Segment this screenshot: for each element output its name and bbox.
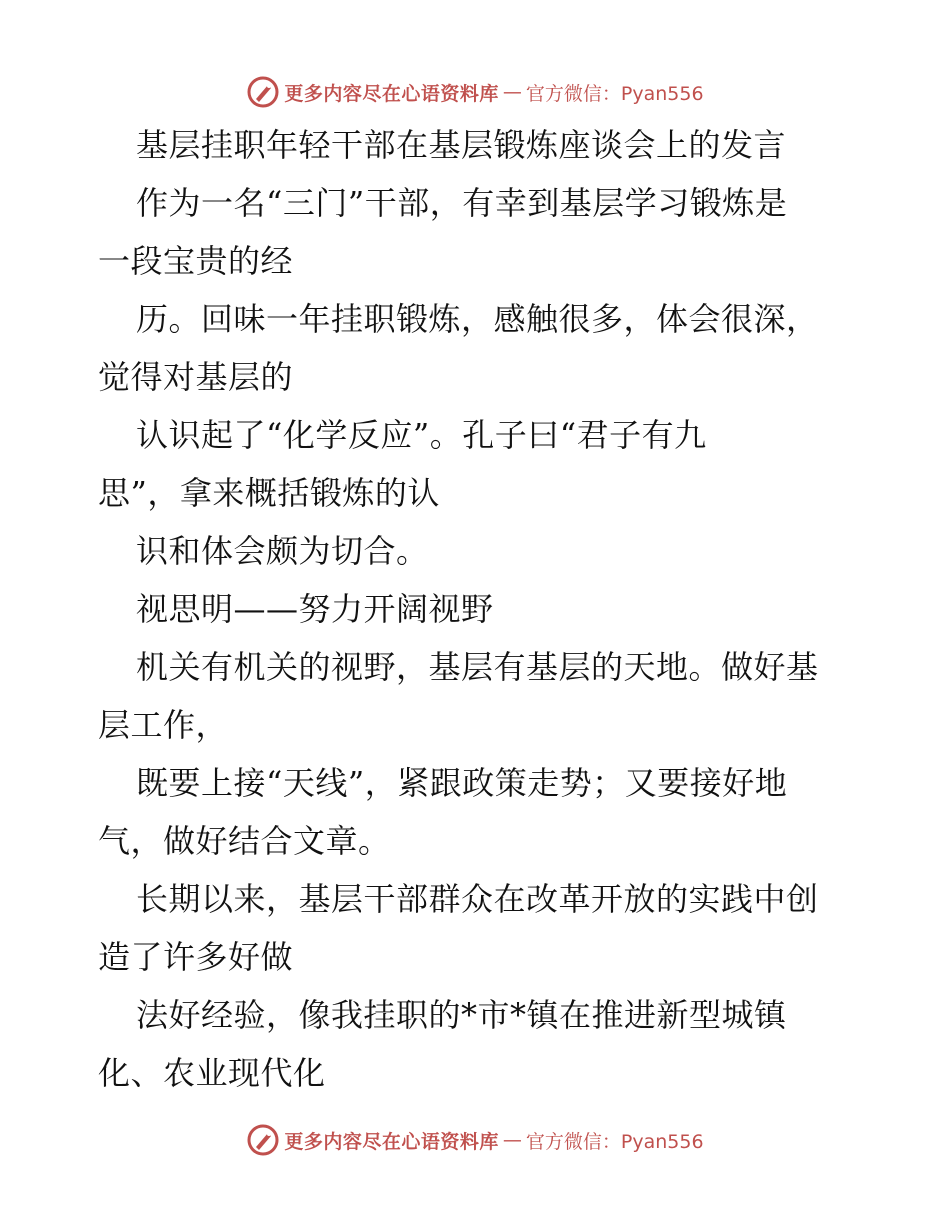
text-line: 气，做好结合文章。	[98, 822, 391, 860]
pen-nib-seal-icon	[246, 1123, 280, 1157]
pen-nib-seal-icon	[246, 75, 280, 109]
text-line: 化、农业现代化	[98, 1054, 326, 1092]
text-line: 机关有机关的视野，基层有基层的天地。做好基	[136, 648, 819, 686]
text-line: 作为一名“三门”干部，有幸到基层学习锻炼是	[136, 184, 788, 222]
document-body	[98, 116, 858, 1102]
footer-watermark-banner	[0, 1120, 950, 1160]
text-line: 长期以来，基层干部群众在改革开放的实践中创	[136, 880, 819, 918]
document-title: 基层挂职年轻干部在基层锻炼座谈会上的发言	[136, 126, 787, 164]
banner-wechat-id: 官方微信：Pyan556	[525, 1130, 704, 1153]
text-line: 既要上接“天线”，紧跟政策走势；又要接好地	[136, 764, 788, 802]
text-line: 一段宝贵的经	[98, 242, 294, 280]
text-line: 历。回味一年挂职锻炼，感触很多，体会很深，	[136, 300, 819, 338]
text-line: 法好经验，像我挂职的*市*镇在推进新型城镇	[136, 996, 787, 1034]
banner-separator: —	[502, 1129, 522, 1151]
text-line: 层工作，	[98, 706, 229, 744]
banner-wechat-id: 官方微信：Pyan556	[525, 82, 704, 105]
header-watermark-banner	[0, 72, 950, 112]
text-line: 造了许多好做	[98, 938, 294, 976]
text-line: 思”，拿来概括锻炼的认	[98, 474, 440, 512]
banner-site-name: 更多内容尽在心语资料库	[284, 82, 499, 105]
text-line: 视思明——努力开阔视野	[136, 590, 494, 628]
text-line: 觉得对基层的	[98, 358, 294, 396]
text-line: 认识起了“化学反应”。孔子曰“君子有九	[136, 416, 707, 454]
banner-site-name: 更多内容尽在心语资料库	[284, 1130, 499, 1153]
text-line: 识和体会颇为切合。	[136, 532, 429, 570]
banner-separator: —	[502, 81, 522, 103]
